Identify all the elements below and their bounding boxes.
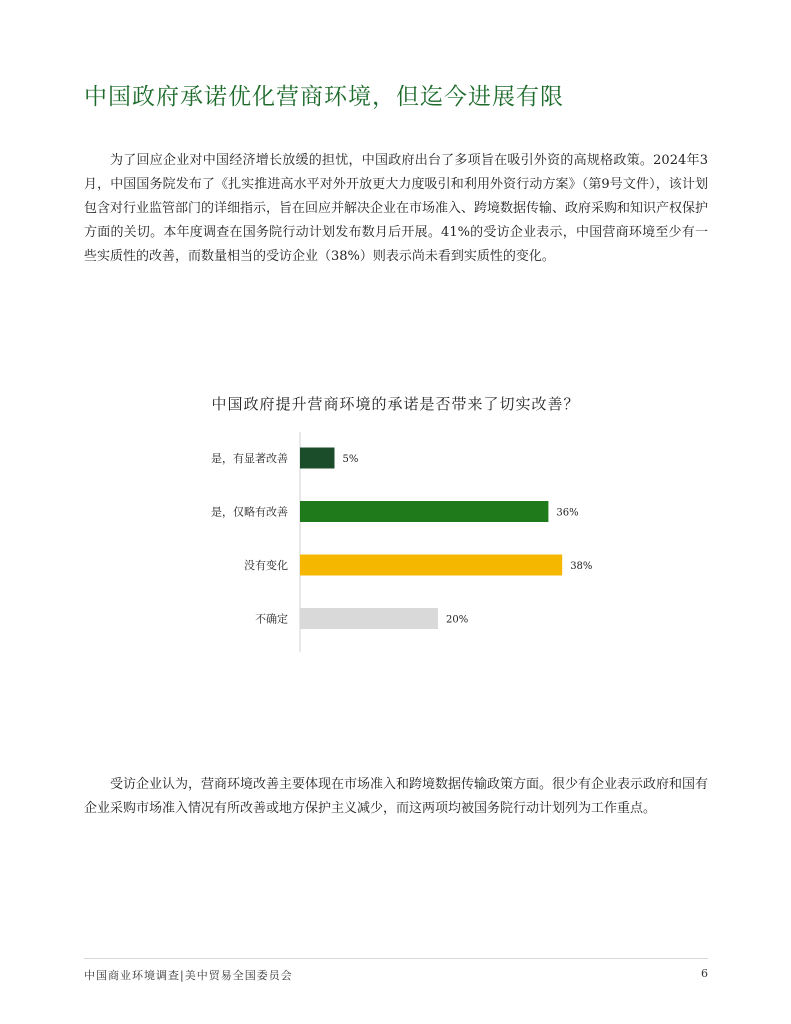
intro-paragraph: 为了回应企业对中国经济增长放缓的担忧，中国政府出台了多项旨在吸引外资的高规格政策。2024年3月，中国国务院发布了《扎实推进高水平对外开放更大力度吸引和利用外资行动方案》（第9号文件），该计划包含对行业监管部门的详细指示，旨在回应并解决企业在市场准入、跨境数据传输、政府采购和知识产权保护方面的关切。本年度调查在国务院行动计划发布数月后开展。41%的受访企业表示，中国营商环境至少有一些实质性的改善，而数量相当的受访企业（38%）则表示尚未看到实质性的变化。: [84, 153, 709, 264]
category-label: 是，有显著改善: [211, 452, 288, 465]
footer-divider: [84, 958, 708, 959]
category-label: 是，仅略有改善: [211, 505, 288, 519]
bar-chart: [0, 420, 791, 655]
value-label: 36%: [556, 507, 579, 519]
bar: [300, 608, 438, 629]
value-label: 20%: [446, 614, 469, 626]
bar: [300, 501, 548, 522]
category-label: 没有变化: [244, 559, 288, 572]
category-label: 不确定: [255, 612, 288, 626]
bar: [300, 555, 562, 576]
bar: [300, 448, 335, 469]
value-label: 5%: [342, 454, 359, 465]
footer-text: 中国商业环境调查|美中贸易全国委员会: [84, 969, 293, 982]
chart-title: 中国政府提升营商环境的承诺是否带来了切实改善？: [211, 395, 580, 413]
page-heading: 中国政府承诺优化营商环境，但迄今进展有限: [84, 84, 564, 110]
page-number: 6: [701, 967, 708, 980]
analysis-paragraph: 受访企业认为，营商环境改善主要体现在市场准入和跨境数据传输政策方面。很少有企业表示政府和国有企业采购市场准入情况有所改善或地方保护主义减少，而这两项均被国务院行动计划列为工作重点。: [84, 777, 709, 816]
value-label: 38%: [570, 561, 593, 572]
